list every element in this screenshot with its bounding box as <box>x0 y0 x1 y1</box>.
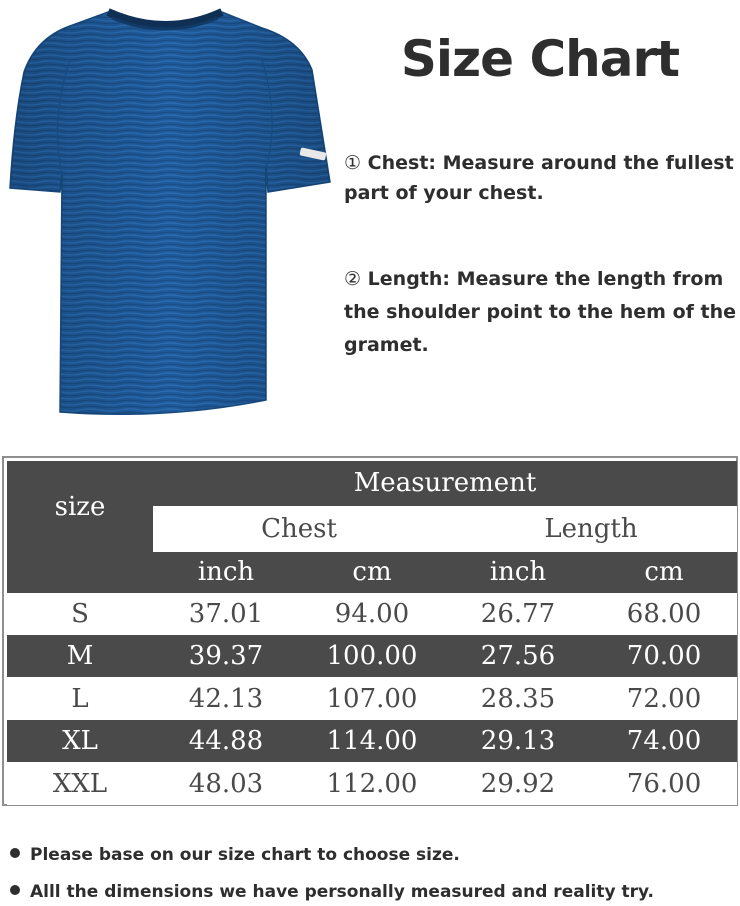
length-cm-cell: 74.00 <box>591 720 737 762</box>
bullet-icon <box>10 848 20 858</box>
unit-header-length-inch: inch <box>445 552 591 592</box>
chest-instruction <box>344 148 740 208</box>
note-item <box>10 845 710 865</box>
chest-group-header: Chest <box>153 506 445 553</box>
chest-inch-cell: 48.03 <box>153 762 299 805</box>
length-cm-cell: 72.00 <box>591 677 737 719</box>
size-table-frame <box>2 456 738 806</box>
length-instruction <box>344 263 740 362</box>
chest-cm-cell: 112.00 <box>299 762 445 805</box>
chest-instruction-text: Chest: Measure around the fullest part of your chest. <box>344 152 734 204</box>
size-cell: M <box>7 635 153 677</box>
length-cm-cell: 68.00 <box>591 593 737 635</box>
length-instruction-text: Length: Measure the length from the shoulder point to the hem of the gramet. <box>344 268 737 356</box>
chest-marker: ① <box>344 152 362 174</box>
chest-cm-cell: 94.00 <box>299 593 445 635</box>
table-row <box>7 635 737 677</box>
unit-header-chest-cm: cm <box>299 552 445 592</box>
size-cell: L <box>7 677 153 719</box>
chest-inch-cell: 44.88 <box>153 720 299 762</box>
note-text: Please base on our size chart to choose size. <box>30 845 460 865</box>
table-row <box>7 593 737 635</box>
table-row <box>7 677 737 719</box>
size-cell: S <box>7 593 153 635</box>
size-table <box>7 461 737 805</box>
page-title: Size Chart <box>400 30 680 88</box>
size-cell: XXL <box>7 762 153 805</box>
length-inch-cell: 28.35 <box>445 677 591 719</box>
note-item <box>10 882 710 902</box>
chest-cm-cell: 100.00 <box>299 635 445 677</box>
table-row <box>7 720 737 762</box>
unit-header-chest-inch: inch <box>153 552 299 592</box>
length-cm-cell: 70.00 <box>591 635 737 677</box>
chest-inch-cell: 37.01 <box>153 593 299 635</box>
t-shirt-image <box>0 0 335 425</box>
length-group-header: Length <box>445 506 737 553</box>
chest-cm-cell: 114.00 <box>299 720 445 762</box>
length-inch-cell: 26.77 <box>445 593 591 635</box>
size-cell: XL <box>7 720 153 762</box>
unit-header-blank <box>7 552 153 592</box>
length-inch-cell: 27.56 <box>445 635 591 677</box>
length-marker: ② <box>344 268 362 290</box>
length-inch-cell: 29.13 <box>445 720 591 762</box>
length-cm-cell: 76.00 <box>591 762 737 805</box>
note-text: Alll the dimensions we have personally measured and reality try. <box>30 882 654 902</box>
unit-header-length-cm: cm <box>591 552 737 592</box>
bullet-icon <box>10 885 20 895</box>
size-column-header: size <box>7 461 153 552</box>
measurement-header: Measurement <box>153 461 737 506</box>
length-inch-cell: 29.92 <box>445 762 591 805</box>
table-row <box>7 762 737 805</box>
chest-inch-cell: 39.37 <box>153 635 299 677</box>
chest-inch-cell: 42.13 <box>153 677 299 719</box>
chest-cm-cell: 107.00 <box>299 677 445 719</box>
